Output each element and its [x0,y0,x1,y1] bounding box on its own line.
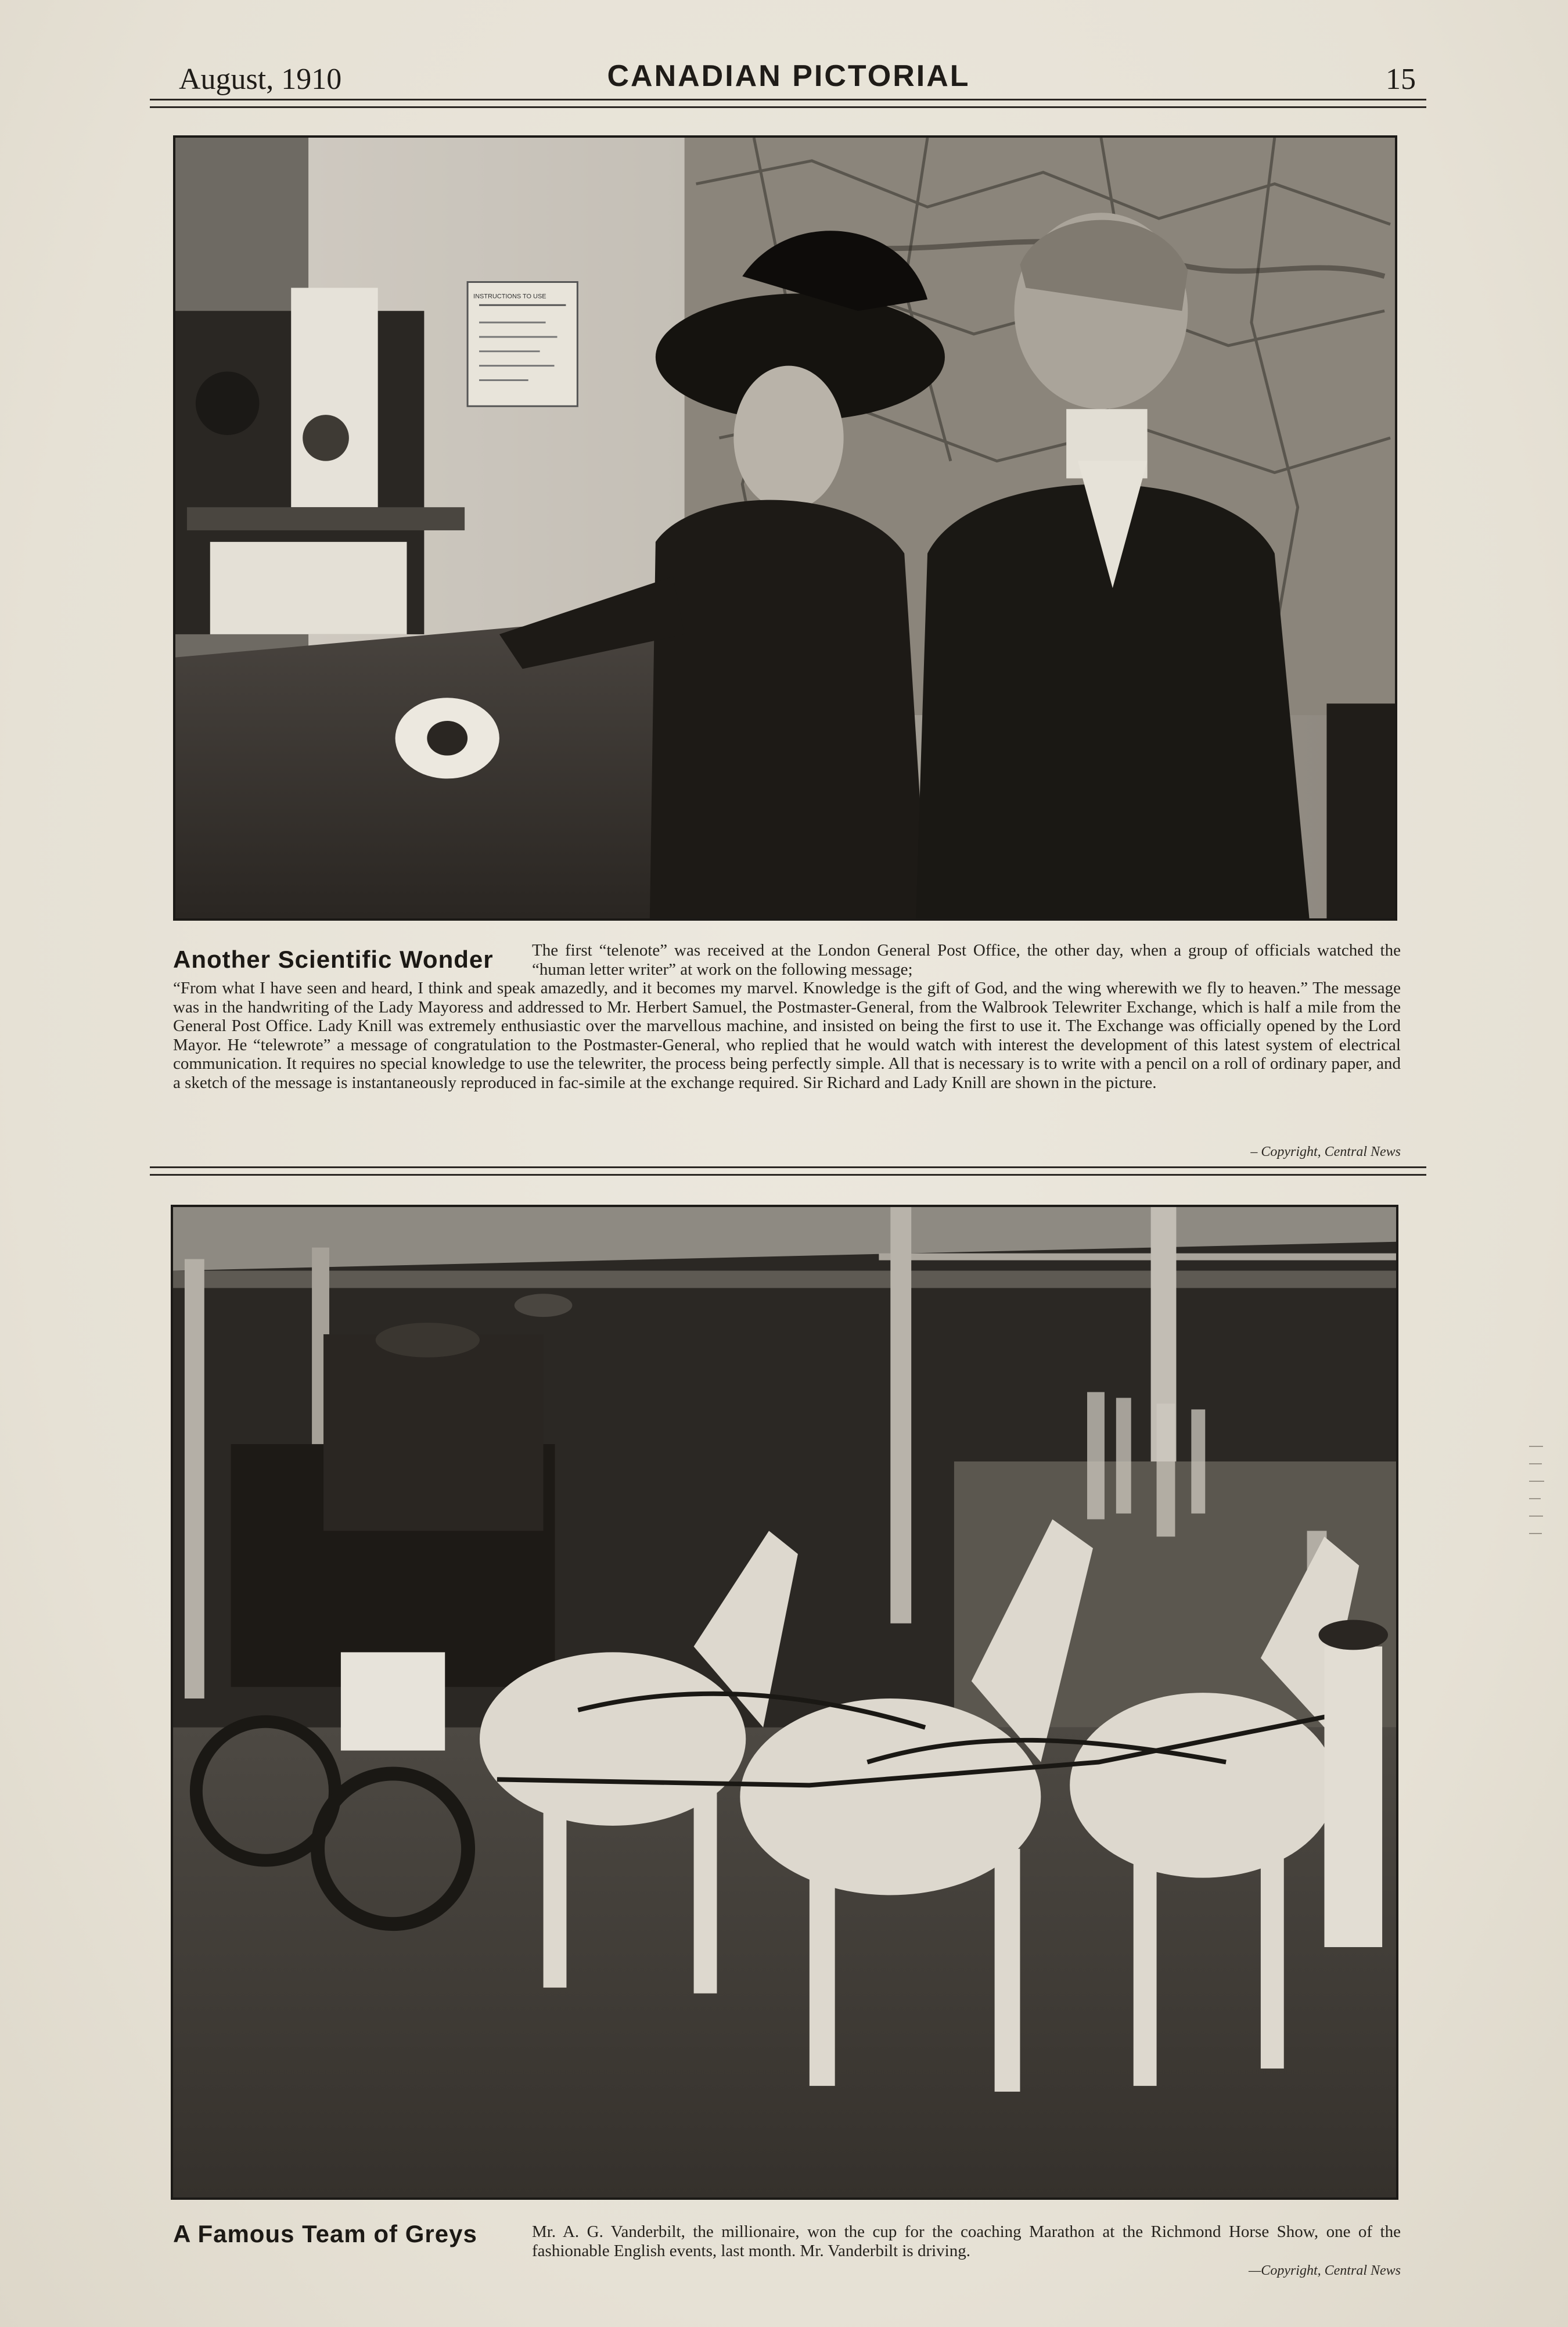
page-header [150,55,1427,96]
article-body-greys: Mr. A. G. Vanderbilt, the millionaire, won the cup for the coaching Marathon at the Richmond Horse Show, one of the fashionable English events, last month. Mr. Vanderbilt is driving. [532,2222,1401,2260]
coaching-photo [171,1205,1398,2200]
telewriter-photo [173,135,1397,921]
article-body-main: “From what I have seen and heard, I think and speak amazedly, and it becomes my marvel. Knowledge is the gift of God, and the wing wherewith we fly to heaven.” The message was in the handwriting of the Lady Mayoress and addressed to Mr. Herbert Samuel, the Postmaster-General, from the Walbrook Telewriter Exchange, which is half a mile from the General Post Office. Lady Knill was extremely enthusiastic over the marvellous machine, and insisted on being the first to use it. The Exchange was officially opened by the Lord Mayor. He “telewrote” a message of congratulation to the Postmaster-General, who replied that he would watch with interest the development of this latest system of electrical communication. It requires no special knowledge to use the telewriter, the process being perfectly simple. All that is necessary is to write with a pencil on a roll of ordinary paper, and a sketch of the message is instantaneously reproduced in fac-simile at the exchange required. Sir Richard and Lady Knill are shown in the picture. [173,979,1401,1092]
article-heading-greys: A Famous Team of Greys [173,2220,477,2247]
photo-credit-coaching: —Copyright, Central News [1248,2263,1401,2278]
article-heading-scientific-wonder: Another Scientific Wonder [173,946,494,973]
margin-marks [1524,1441,1548,1557]
section-rule [150,1166,1426,1176]
header-rule [150,99,1426,108]
article-body-intro: The first “telenote” was received at the London General Post Office, the other day, when a group of officials watched the “human letter writer” at work on the following message; [532,941,1401,979]
issue-date: August, 1910 [179,63,342,96]
publication-title: CANADIAN PICTORIAL [607,59,970,93]
page-number: 15 [1386,63,1416,96]
notice-card-text: INSTRUCTIONS TO USE [473,293,546,300]
photo-credit-telewriter: – Copyright, Central News [1250,1144,1401,1159]
